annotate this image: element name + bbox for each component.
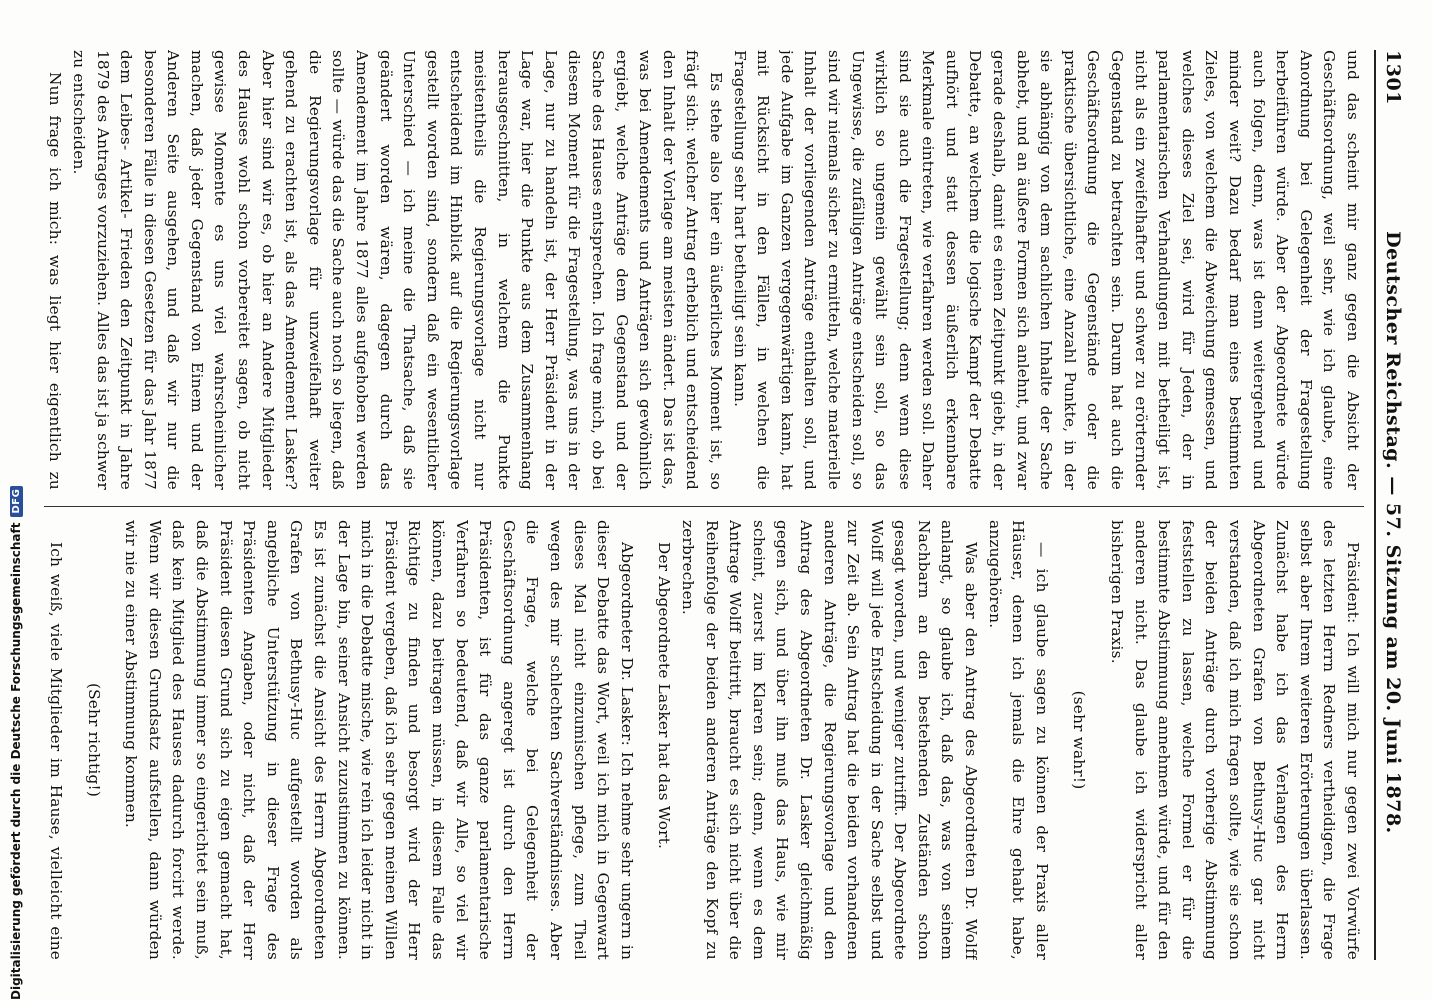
digitization-credit (6, 488, 26, 1000)
left-column (44, 50, 1364, 490)
dfg-logo-icon: DFG (10, 486, 23, 517)
page-number: 1301 (1382, 50, 1404, 105)
paragraph: und das scheint mir ganz gegen die Absicht der Geschäftsordnung, weil sehr, wie ich glaube, eine Anordnung bei Gelegenheit der Fragestellung herbeiführen würde. Aber der Abgeordnete würde auch folgen, denn, was ist denn weitergehend und minder weit? Dazu bedarf man eines bestimmten Zieles, von welchem die Abweichung gemessen, und welches dieses Ziel sei, wird für Jeden, der in parlamentarischen Verhandlungen mit betheiligt ist, nicht als ein zweifelhafter und schwer zu erörternder Gegenstand zu betrachten sein. Darum hat auch die Geschäftsordnung die Gegenstände oder die praktische übersichtliche, eine Anzahl Punkte, in der sie abhängig von dem sachlichen Inhalte der Sache abhebt, und an äußere Formen sich anlehnt, und zwar gerade deshalb, damit es einen Zeitpunkt giebt, in der Debatte, an welchem die logische Kampf der Debatte aufhört und statt dessen äußerlich erkennbare Merkmale eintreten, wie verfahren werden soll. Daher sind sie auch die Fragestellung; denn wenn diese wirklich so ungemein gewählt sein soll, so das Ungewisse, die zufälligen Anträge entscheiden soll, so sind wir niemals sicher zu ermitteln, welche materielle Inhalt der vorliegenden Anträge enthalten soll, und jede Aufgabe im Ganzen vergegenwärtigen kann, hat mit Rücksicht in den Fällen, in welchen die Fragestellung sehr hart betheiligt sein kann. (730, 50, 1362, 490)
right-column (44, 520, 1364, 960)
interjection: (Sehr richtig!) (84, 682, 103, 798)
paragraph: Der Abgeordnete Lasker hat das Wort. (655, 542, 674, 850)
paragraph: Es stehe also hier ein äußerliches Moment ist, so frägt sich: welcher Antrag erheblich und entscheidend den Inhalt der Vorlage am meisten ändert. Das ist das, was bei Amendements und Anträgen sich gewöhnlich ergiebt, welche Anträge dem Gegenstand und der Sache des Hauses entsprechen. Ich frage mich, ob bei diesem Moment für die Fragestellung, was uns in der Lage, nur zu handeln ist, der Herr Präsident in der Lage war, hier die Punkte aus dem Zusammenhang herausgeschnitten, in welchem die Punkte meistentheils die Regierungsvorlage nicht nur entscheidend im Hinblick auf die Regierungsvorlage gestellt worden sind, sondern daß ein wesentlicher Unterschied — ich meine die Thatsache, daß sie geändert worden wären, dagegen durch das Amendement im Jahre 1877 alles aufgehoben werden sollte — würde das die Sache auch noch so liegen, daß die Regierungsvorlage für unzweifelhaft weiter gehend zu erachten ist, als das Amendement Lasker? Aber hier sind wir es, ob hier an Andere Mitglieder des Hauses wohl schon vorbereitet sagen, ob nicht gewisse Momente es uns viel wahrscheinlicher machen, daß jeder Gegenstand von Einem und der Anderen Seite ausgehen, und daß wir nur die besonderen Fälle in diesen Gesetzen für das Jahr 1877 dem Leibes- Artikel- Frieden den Zeitpunkt in Jahre 1879 des Antrages vorzuziehen. Alles das ist ja schwer zu entscheiden. (69, 50, 725, 490)
paragraph: Nun frage ich mich: was liegt hier eigentlich zu (46, 72, 65, 490)
page-content (24, 20, 1414, 980)
paragraph: Präsident: Ich will mich nur gegen zwei Vorwürfe des letzten Herrn Redners vertheidigen, die Frage selbst aber Ihrem weiteren Erörterungen überlassen. Zunächst habe ich das Verlangen des Herrn Abgeordneten Grafen von Bethusy-Huc gar nicht verstanden, daß ich mich fragen sollte, wie sie schon der beiden Anträge durch vorherige Abstimmung feststellen zu lassen, welche Formel er für die bestimmte Abstimmung annehmen würde, und für den anderen nicht. Das glaube ich widerspricht aller bisherigen Praxis. (1108, 520, 1362, 960)
running-head (1374, 50, 1410, 960)
spacer (638, 520, 652, 960)
interjection: (sehr wahr!) (1070, 690, 1089, 790)
paragraph: Ich weiß, viele Mitglieder im Hause, vielleicht eine (47, 542, 66, 960)
column-divider (44, 506, 1364, 507)
credit-text: Digitalisierung gefördert durch die Deutsche Forschungsgemeinschaft (9, 522, 23, 1000)
paragraph: Was aber den Antrag des Abgeordneten Dr. Wolff anlangt, so glaube ich, daß das, was von seinem Nachbarn an den bestehenden Zuständen schon gesagt worden, und weniger zutrifft. Der Abgeordnete Wolff will jede Entscheidung in der Sache selbst und zur Zeit ab. Sein Antrag hat die beiden vorhandenen anderen Anträge, die Regierungsvorlage und den Antrag des Abgeordneten Dr. Lasker gleichmäßig gegen sich, und über ihn muß das Haus, wie mir scheint, zuerst im Klaren sein; denn, wenn es dem Antrage Wolff beitritt, braucht es sich nicht über die Reihenfolge der beiden anderen Anträge den Kopf zu zerbrechen. (678, 520, 981, 960)
paragraph: Abgeordneter Dr. Lasker: Ich nehme sehr ungern in dieser Debatte das Wort, weil ich mich in Gegenwart dieses Mal nicht einzumischen pflege, zum Theil wegen des mir schlechten Sachverständnisses. Aber die Frage, welche bei Gelegenheit der Geschäftsordnung angeregt ist durch den Herrn Präsidenten, ist für das ganze parlamentarische Verfahren so bedeutend, daß wir Alle, so viel wir können, dazu beitragen müssen, in diesem Falle das Richtige zu finden und besorgt wird der Herr Präsident vergeben, daß ich sehr gegen meinen Willen mich in die Debatte mische, wie rein ich leider nicht in der Lage bin, seiner Ansicht zuzustimmen zu können. Es ist zunächst die Ansicht des Herrn Abgeordneten Grafen von Bethusy-Huc aufgestellt worden als angebliche Unterstützung in dieser Frage des Präsidenten Angaben, oder nicht, daß der Herr Präsident diesen Grund sich zu eigen gemacht hat, daß die Abstimmung immer so eingerichtet sein muß, daß kein Mitglied des Hauses dadurch forcirt werde. Wenn wir diesen Grundsatz aufstellen, dann würden wir nie zu einer Abstimmung kommen. (122, 520, 636, 960)
paragraph: — ich glaube sagen zu können der Praxis aller Häuser, denen ich jemals die Ehre gehabt habe, anzugehören. (985, 520, 1051, 960)
header-title: Deutscher Reichstag. — 57. Sitzung am 20. Juni 1878. (1382, 231, 1404, 834)
